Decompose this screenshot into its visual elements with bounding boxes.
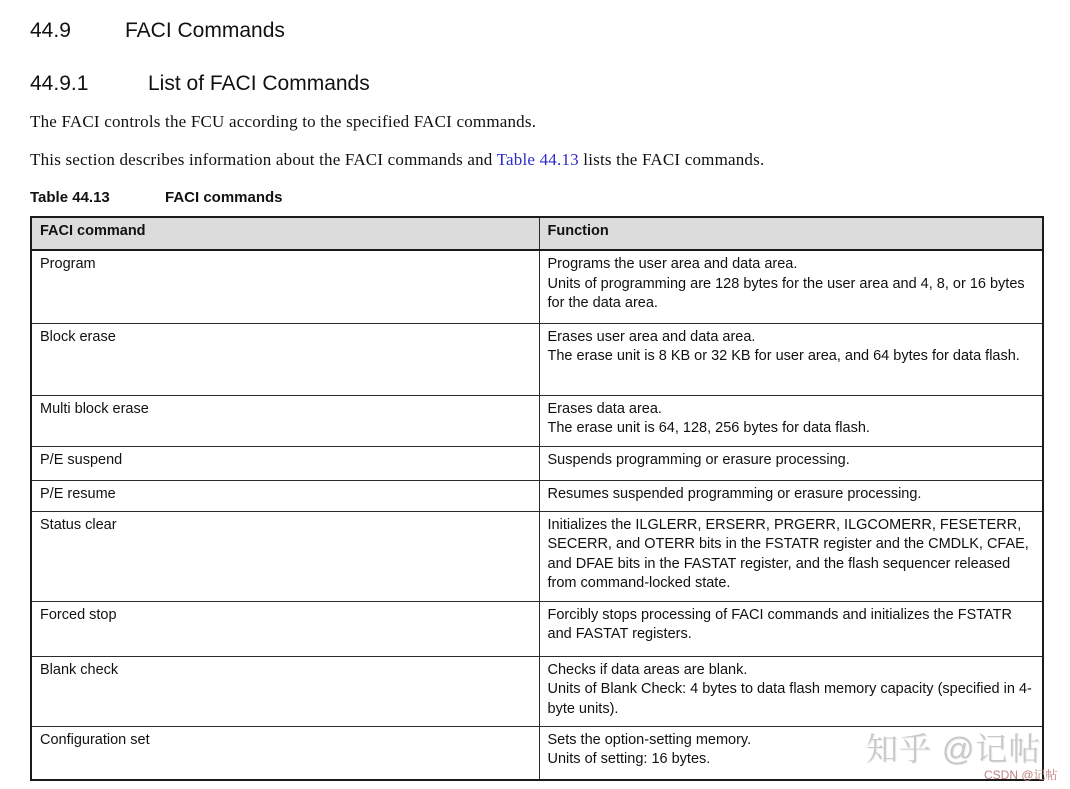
faci-command-cell: Multi block erase [31,395,539,446]
table-caption-number: Table 44.13 [30,189,110,207]
table-44-13-link[interactable]: Table 44.13 [496,150,579,170]
function-line: Resumes suspended programming or erasure processing. [547,485,922,502]
function-line: Units of programming are 128 bytes for the user area and 4, 8, or 16 bytes for the data area. [547,275,1025,312]
table-row [31,395,1043,446]
faci-command-cell: Forced stop [31,601,539,656]
section-heading [30,18,1044,43]
function-line: Initializes the ILGLERR, ERSERR, PRGERR, ILGCOMERR, FESETERR, SECERR, and OTERR bits in the FSTATR register and the CMDLK, CFAE, and DFAE bits in the FASTAT register, and the flash sequencer released from command-locked state. [547,516,1029,592]
zhihu-watermark: 知乎 @记帖 [866,731,1042,767]
faci-commands-table [30,216,1044,781]
function-cell [539,250,1043,323]
faci-command-cell: Blank check [31,656,539,726]
table-row [31,250,1043,323]
function-cell [539,323,1043,395]
faci-command-cell: Status clear [31,511,539,601]
function-cell [539,480,1043,511]
function-line: Checks if data areas are blank. [547,661,748,678]
faci-command-cell: Configuration set [31,726,539,780]
function-line: Erases data area. [547,400,662,417]
function-line: The erase unit is 8 KB or 32 KB for user area, and 64 bytes for data flash. [547,348,1020,365]
header-function: Function [539,217,1043,250]
faci-table-body [31,250,1043,780]
function-line: The erase unit is 64, 128, 256 bytes for data flash. [547,420,870,437]
table-row [31,480,1043,511]
section-title: FACI Commands [125,19,285,42]
function-line: Units of Blank Check: 4 bytes to data flash memory capacity (specified in 4-byte units). [547,681,1032,717]
csdn-watermark: CSDN @记帖 [984,768,1058,782]
table-header [31,217,1043,250]
paragraph-intro: The FACI controls the FCU according to the specified FACI commands. [30,112,537,132]
table-row [31,656,1043,726]
paragraph-description [30,149,1044,172]
table-caption [30,189,1044,206]
faci-command-cell: P/E suspend [31,446,539,480]
table-row [31,601,1043,656]
function-line: Units of setting: 16 bytes. [547,751,711,768]
faci-command-cell: P/E resume [31,480,539,511]
header-faci-command: FACI command [31,217,539,250]
table-header-row [31,217,1043,250]
table-caption-title: FACI commands [165,189,283,207]
faci-command-cell: Block erase [31,323,539,395]
function-cell [539,656,1043,726]
table-row [31,323,1043,395]
faci-command-cell: Program [31,250,539,323]
table-row [31,511,1043,601]
section-number: 44.9 [30,19,71,42]
subsection-number: 44.9.1 [30,72,89,96]
function-cell [539,395,1043,446]
paragraph-after-link: lists the FACI commands. [578,150,765,170]
function-cell [539,446,1043,480]
function-line: Suspends programming or erasure processing. [547,451,850,468]
function-cell [539,511,1043,601]
paragraph-before-link: This section describes information about the FACI commands and [30,150,497,170]
subsection-title: List of FACI Commands [148,72,370,96]
function-line: Sets the option-setting memory. [547,731,752,748]
table-row [31,446,1043,480]
function-cell [539,601,1043,656]
function-line: Erases user area and data area. [547,328,756,345]
function-line: Forcibly stops processing of FACI commands and initializes the FSTATR and FASTAT registers. [547,606,1012,643]
function-line: Programs the user area and data area. [547,256,798,273]
subsection-heading [30,71,1044,96]
